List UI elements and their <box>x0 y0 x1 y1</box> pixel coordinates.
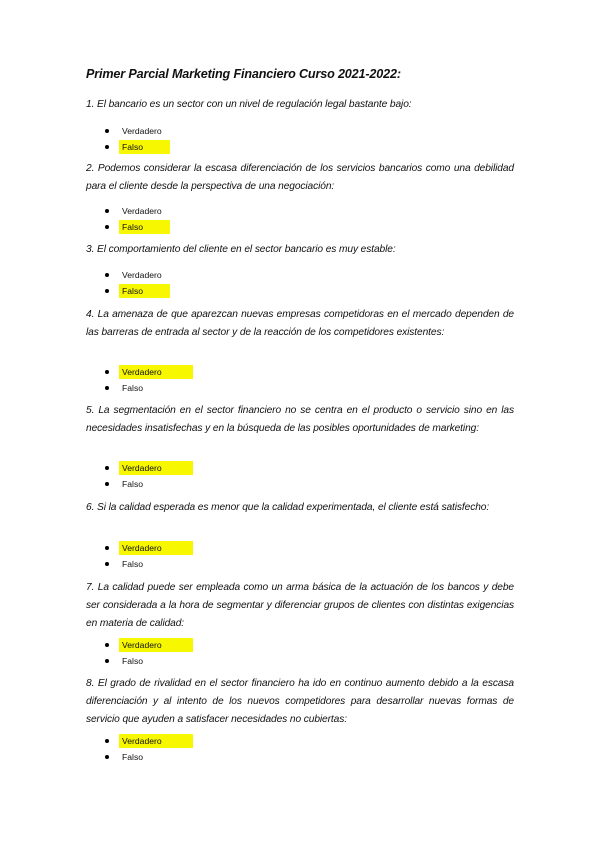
question-text: 1. El bancario es un sector con un nivel de regulación legal bastante bajo: <box>86 99 412 110</box>
bullet-icon <box>105 273 109 277</box>
question-3 <box>86 241 514 259</box>
bullet-icon <box>105 546 109 550</box>
option-label: Falso <box>122 383 144 393</box>
option-label: Verdadero <box>122 463 162 473</box>
question-6 <box>86 499 514 517</box>
option-label: Falso <box>122 559 144 569</box>
question-5 <box>86 402 514 438</box>
option-label: Falso <box>122 656 144 666</box>
question-8 <box>86 675 514 729</box>
bullet-icon <box>105 562 109 566</box>
bullet-icon <box>105 225 109 229</box>
bullet-icon <box>105 209 109 213</box>
option-label: Verdadero <box>122 640 162 650</box>
option-label: Falso <box>122 752 144 762</box>
question-4 <box>86 306 514 342</box>
option-label: Verdadero <box>122 543 162 553</box>
question-text: 5. La segmentación en el sector financiero no se centra en el producto o servicio sino en las necesidades insatisfechas y en la búsqueda de las posibles oportunidades de marketing: <box>86 405 514 434</box>
question-text: 2. Podemos considerar la escasa diferenciación de los servicios bancarios como una debilidad para el cliente desde la perspectiva de una negociación: <box>86 163 514 192</box>
option-label: Falso <box>122 222 144 232</box>
bullet-icon <box>105 289 109 293</box>
bullet-icon <box>105 659 109 663</box>
option-label: Verdadero <box>122 126 162 136</box>
question-text: 3. El comportamiento del cliente en el sector bancario es muy estable: <box>86 244 396 255</box>
question-text: 8. El grado de rivalidad en el sector financiero ha ido en continuo aumento debido a la escasa diferenciación y al intento de los nuevos competidores para desarrollar nuevas formas de servicio que ayuden a satisfacer necesidades no cubiertas: <box>86 678 514 725</box>
question-7 <box>86 579 514 633</box>
question-text: 6. Si la calidad esperada es menor que la calidad experimentada, el cliente está satisfecho: <box>86 502 490 513</box>
bullet-icon <box>105 129 109 133</box>
option-label: Falso <box>122 479 144 489</box>
option-label: Verdadero <box>122 270 162 280</box>
document-title: Primer Parcial Marketing Financiero Curso 2021-2022: <box>86 67 401 81</box>
option-label: Falso <box>122 142 144 152</box>
bullet-icon <box>105 145 109 149</box>
question-text: 7. La calidad puede ser empleada como un arma básica de la actuación de los bancos y debe ser considerada a la hora de segmentar y diferenciar grupos de clientes con distintas exigencias en materia de calidad: <box>86 582 514 629</box>
bullet-icon <box>105 643 109 647</box>
question-1 <box>86 96 514 114</box>
option-label: Falso <box>122 286 144 296</box>
option-label: Verdadero <box>122 206 162 216</box>
option-label: Verdadero <box>122 736 162 746</box>
question-text: 4. La amenaza de que aparezcan nuevas empresas competidoras en el mercado dependen de las barreras de entrada al sector y de la reacción de los competidores existentes: <box>86 309 514 338</box>
bullet-icon <box>105 482 109 486</box>
bullet-icon <box>105 370 109 374</box>
bullet-icon <box>105 386 109 390</box>
bullet-icon <box>105 466 109 470</box>
question-2 <box>86 160 514 196</box>
option-label: Verdadero <box>122 367 162 377</box>
bullet-icon <box>105 755 109 759</box>
bullet-icon <box>105 739 109 743</box>
